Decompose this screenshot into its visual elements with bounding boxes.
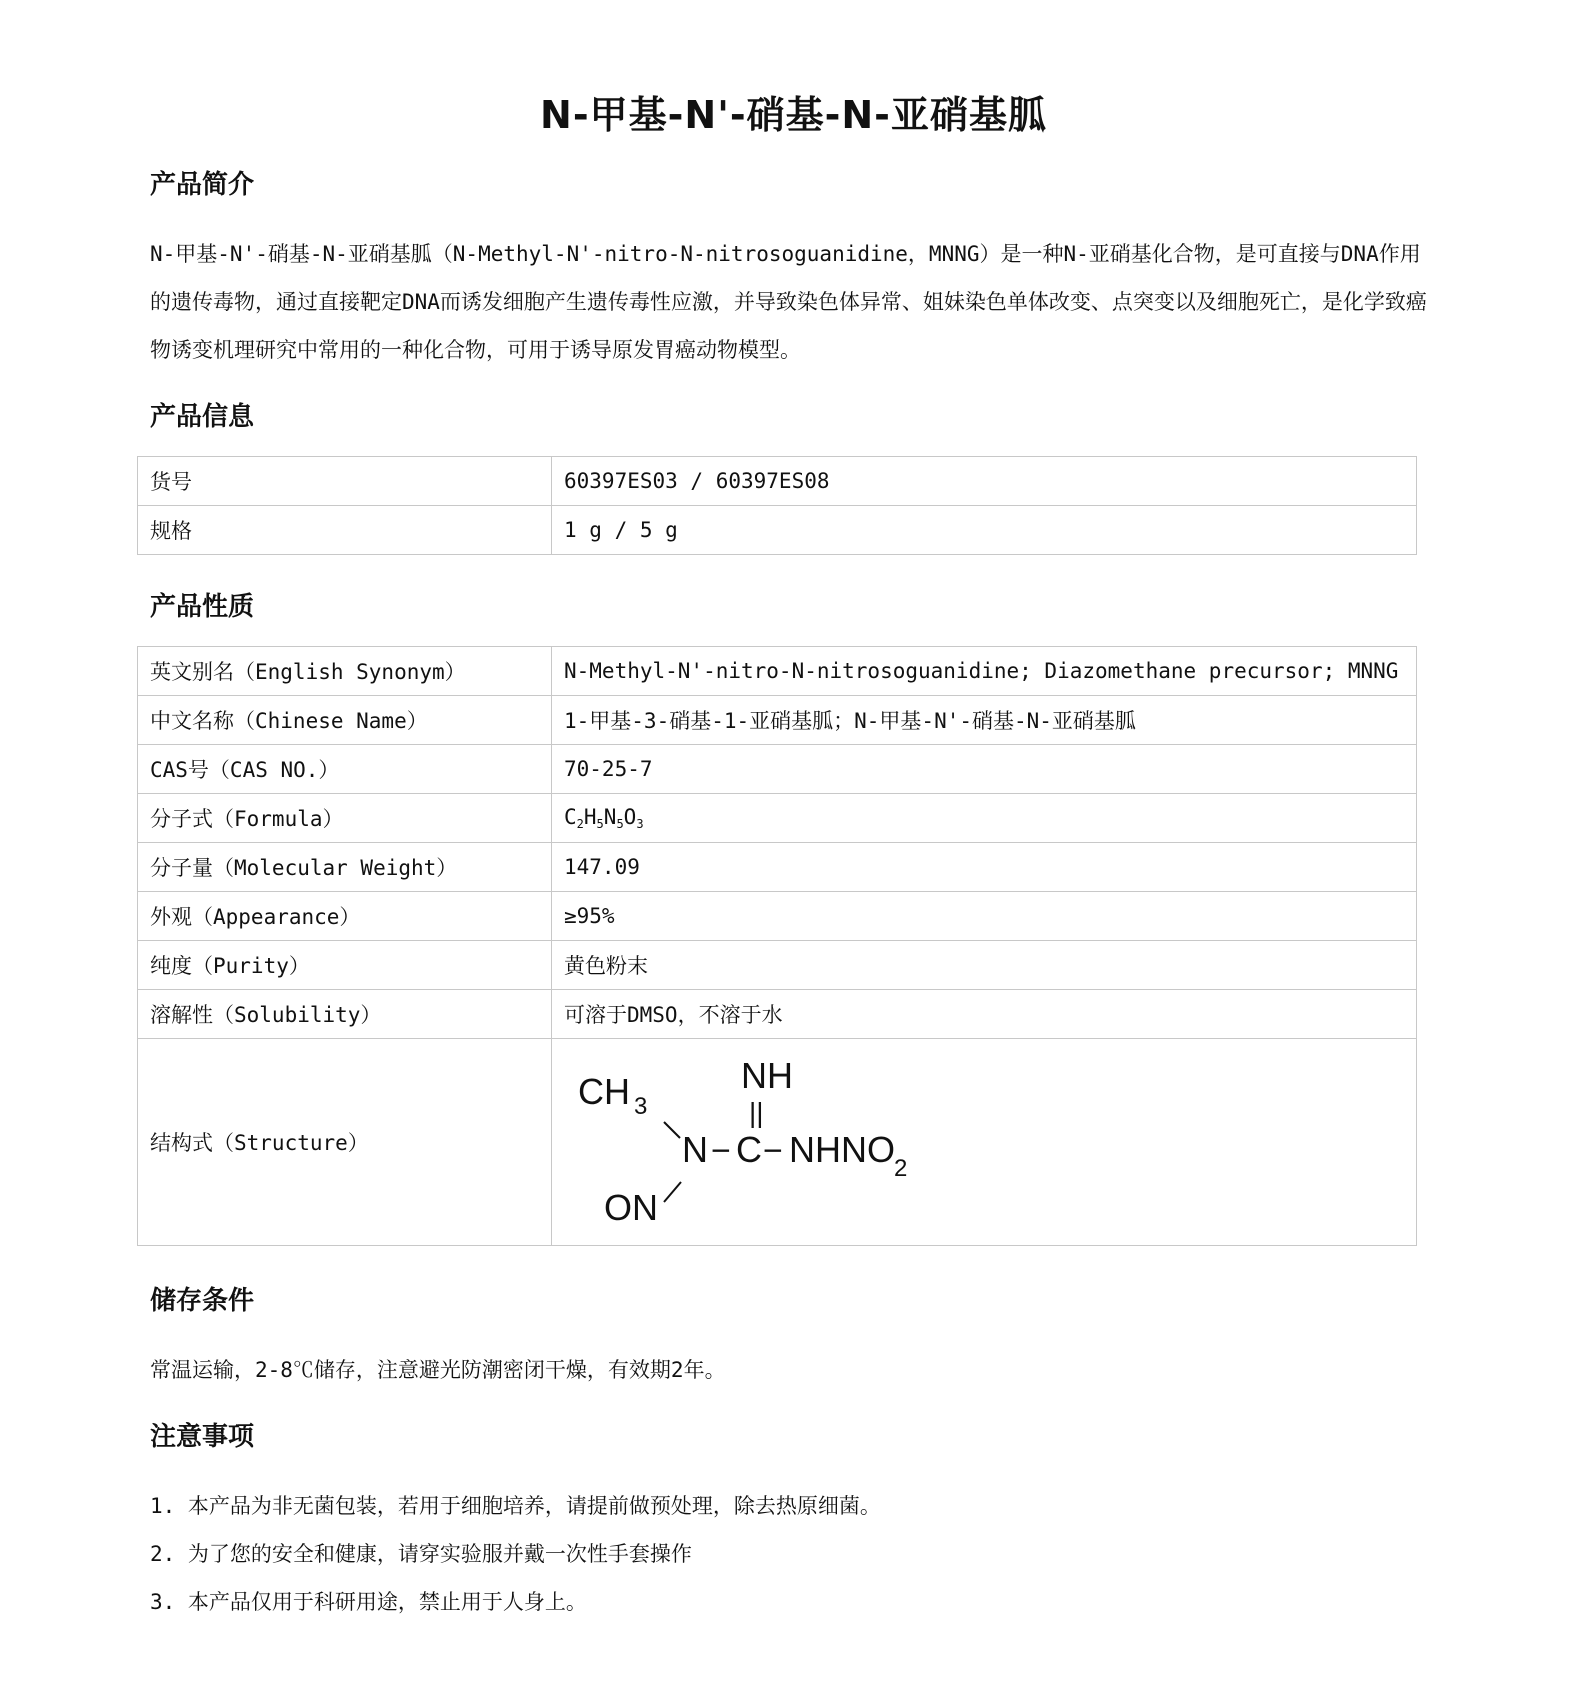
- formula-n-sub: 5: [616, 817, 624, 831]
- structure-nhno: NHNO: [789, 1129, 895, 1170]
- table-cell-key: 溶解性（Solubility）: [138, 990, 552, 1039]
- table-row: [138, 941, 1417, 990]
- table-cell-value: N-Methyl-N'-nitro-N-nitrosoguanidine; Diazomethane precursor; MNNG: [552, 647, 1417, 696]
- table-row: [138, 794, 1417, 843]
- formula-n: N: [603, 805, 617, 829]
- table-row: [138, 843, 1417, 892]
- table-cell-key: 分子式（Formula）: [138, 794, 552, 843]
- formula-c-sub: 2: [576, 817, 584, 831]
- table-cell-key: 中文名称（Chinese Name）: [138, 696, 552, 745]
- formula-o-sub: 3: [636, 817, 644, 831]
- structure-c: C: [736, 1129, 762, 1170]
- notes-list: [150, 1482, 881, 1626]
- table-row: [138, 1039, 1417, 1246]
- formula-c: C: [564, 805, 577, 829]
- structure-double-bond: ||: [749, 1097, 764, 1128]
- structure-cell: [552, 1039, 1417, 1246]
- list-item: 1. 本产品为非无菌包装，若用于细胞培养，请提前做预处理，除去热原细菌。: [150, 1494, 881, 1518]
- bond-methyl: [664, 1122, 680, 1138]
- structure-n: N: [682, 1129, 708, 1170]
- table-cell-value: 1-甲基-3-硝基-1-亚硝基胍；N-甲基-N'-硝基-N-亚硝基胍: [552, 696, 1417, 745]
- formula-h-sub: 5: [596, 817, 604, 831]
- table-cell-key: 规格: [138, 506, 552, 555]
- table-cell-key: 纯度（Purity）: [138, 941, 552, 990]
- formula-h: H: [583, 805, 597, 829]
- table-cell-value: 可溶于DMSO，不溶于水: [552, 990, 1417, 1039]
- info-table: [137, 456, 1417, 555]
- table-cell-value: 70-25-7: [552, 745, 1417, 794]
- table-row: [138, 457, 1417, 506]
- table-row: [138, 696, 1417, 745]
- page-title: N-甲基-N'-硝基-N-亚硝基胍: [540, 93, 1047, 137]
- structure-dash-1: −: [711, 1132, 731, 1170]
- structure-diagram: [564, 1052, 964, 1232]
- structure-ch: CH: [578, 1071, 630, 1112]
- section-heading-properties: 产品性质: [150, 592, 255, 622]
- storage-text: 常温运输，2-8℃储存，注意避光防潮密闭干燥，有效期2年。: [150, 1358, 726, 1382]
- structure-on: ON: [604, 1187, 658, 1228]
- table-cell-key: 分子量（Molecular Weight）: [138, 843, 552, 892]
- table-cell-value: 60397ES03 / 60397ES08: [552, 457, 1417, 506]
- table-cell-key: 外观（Appearance）: [138, 892, 552, 941]
- intro-paragraph: N-甲基-N'-硝基-N-亚硝基胍（N-Methyl-N'-nitro-N-nitrosoguanidine，MNNG）是一种N-亚硝基化合物，是可直接与DNA作用的遗传毒物，通过直接靶定DNA而诱发细胞产生遗传毒性应激，并导致染色体异常、姐妹染色单体改变、点突变以及细胞死亡，是化学致癌物诱变机理研究中常用的一种化合物，可用于诱导原发胃癌动物模型。: [150, 242, 1427, 362]
- table-cell-key: 货号: [138, 457, 552, 506]
- section-heading-info: 产品信息: [150, 402, 255, 432]
- structure-dash-2: −: [763, 1132, 783, 1170]
- structure-ch-sub: 3: [634, 1093, 648, 1120]
- table-row: [138, 506, 1417, 555]
- table-cell-value: 1 g / 5 g: [552, 506, 1417, 555]
- table-cell-key: 英文别名（English Synonym）: [138, 647, 552, 696]
- list-item: 3. 本产品仅用于科研用途，禁止用于人身上。: [150, 1590, 587, 1614]
- bond-nitroso: [664, 1182, 681, 1202]
- structure-nh: NH: [741, 1055, 793, 1096]
- table-row: [138, 745, 1417, 794]
- properties-table: [137, 646, 1417, 1246]
- section-heading-storage: 储存条件: [150, 1286, 255, 1316]
- table-row: [138, 647, 1417, 696]
- list-item: 2. 为了您的安全和健康，请穿实验服并戴一次性手套操作: [150, 1542, 692, 1566]
- section-heading-intro: 产品简介: [150, 170, 255, 200]
- formula-o: O: [623, 805, 637, 829]
- formula-value: [552, 794, 1417, 843]
- table-cell-value: ≥95%: [552, 892, 1417, 941]
- table-row: [138, 990, 1417, 1039]
- table-cell-key: CAS号（CAS NO.）: [138, 745, 552, 794]
- table-cell-value: 147.09: [552, 843, 1417, 892]
- table-cell-value: 黄色粉末: [552, 941, 1417, 990]
- structure-no-sub: 2: [894, 1155, 908, 1182]
- section-heading-notes: 注意事项: [150, 1422, 255, 1452]
- table-cell-key: 结构式（Structure）: [138, 1039, 552, 1246]
- table-row: [138, 892, 1417, 941]
